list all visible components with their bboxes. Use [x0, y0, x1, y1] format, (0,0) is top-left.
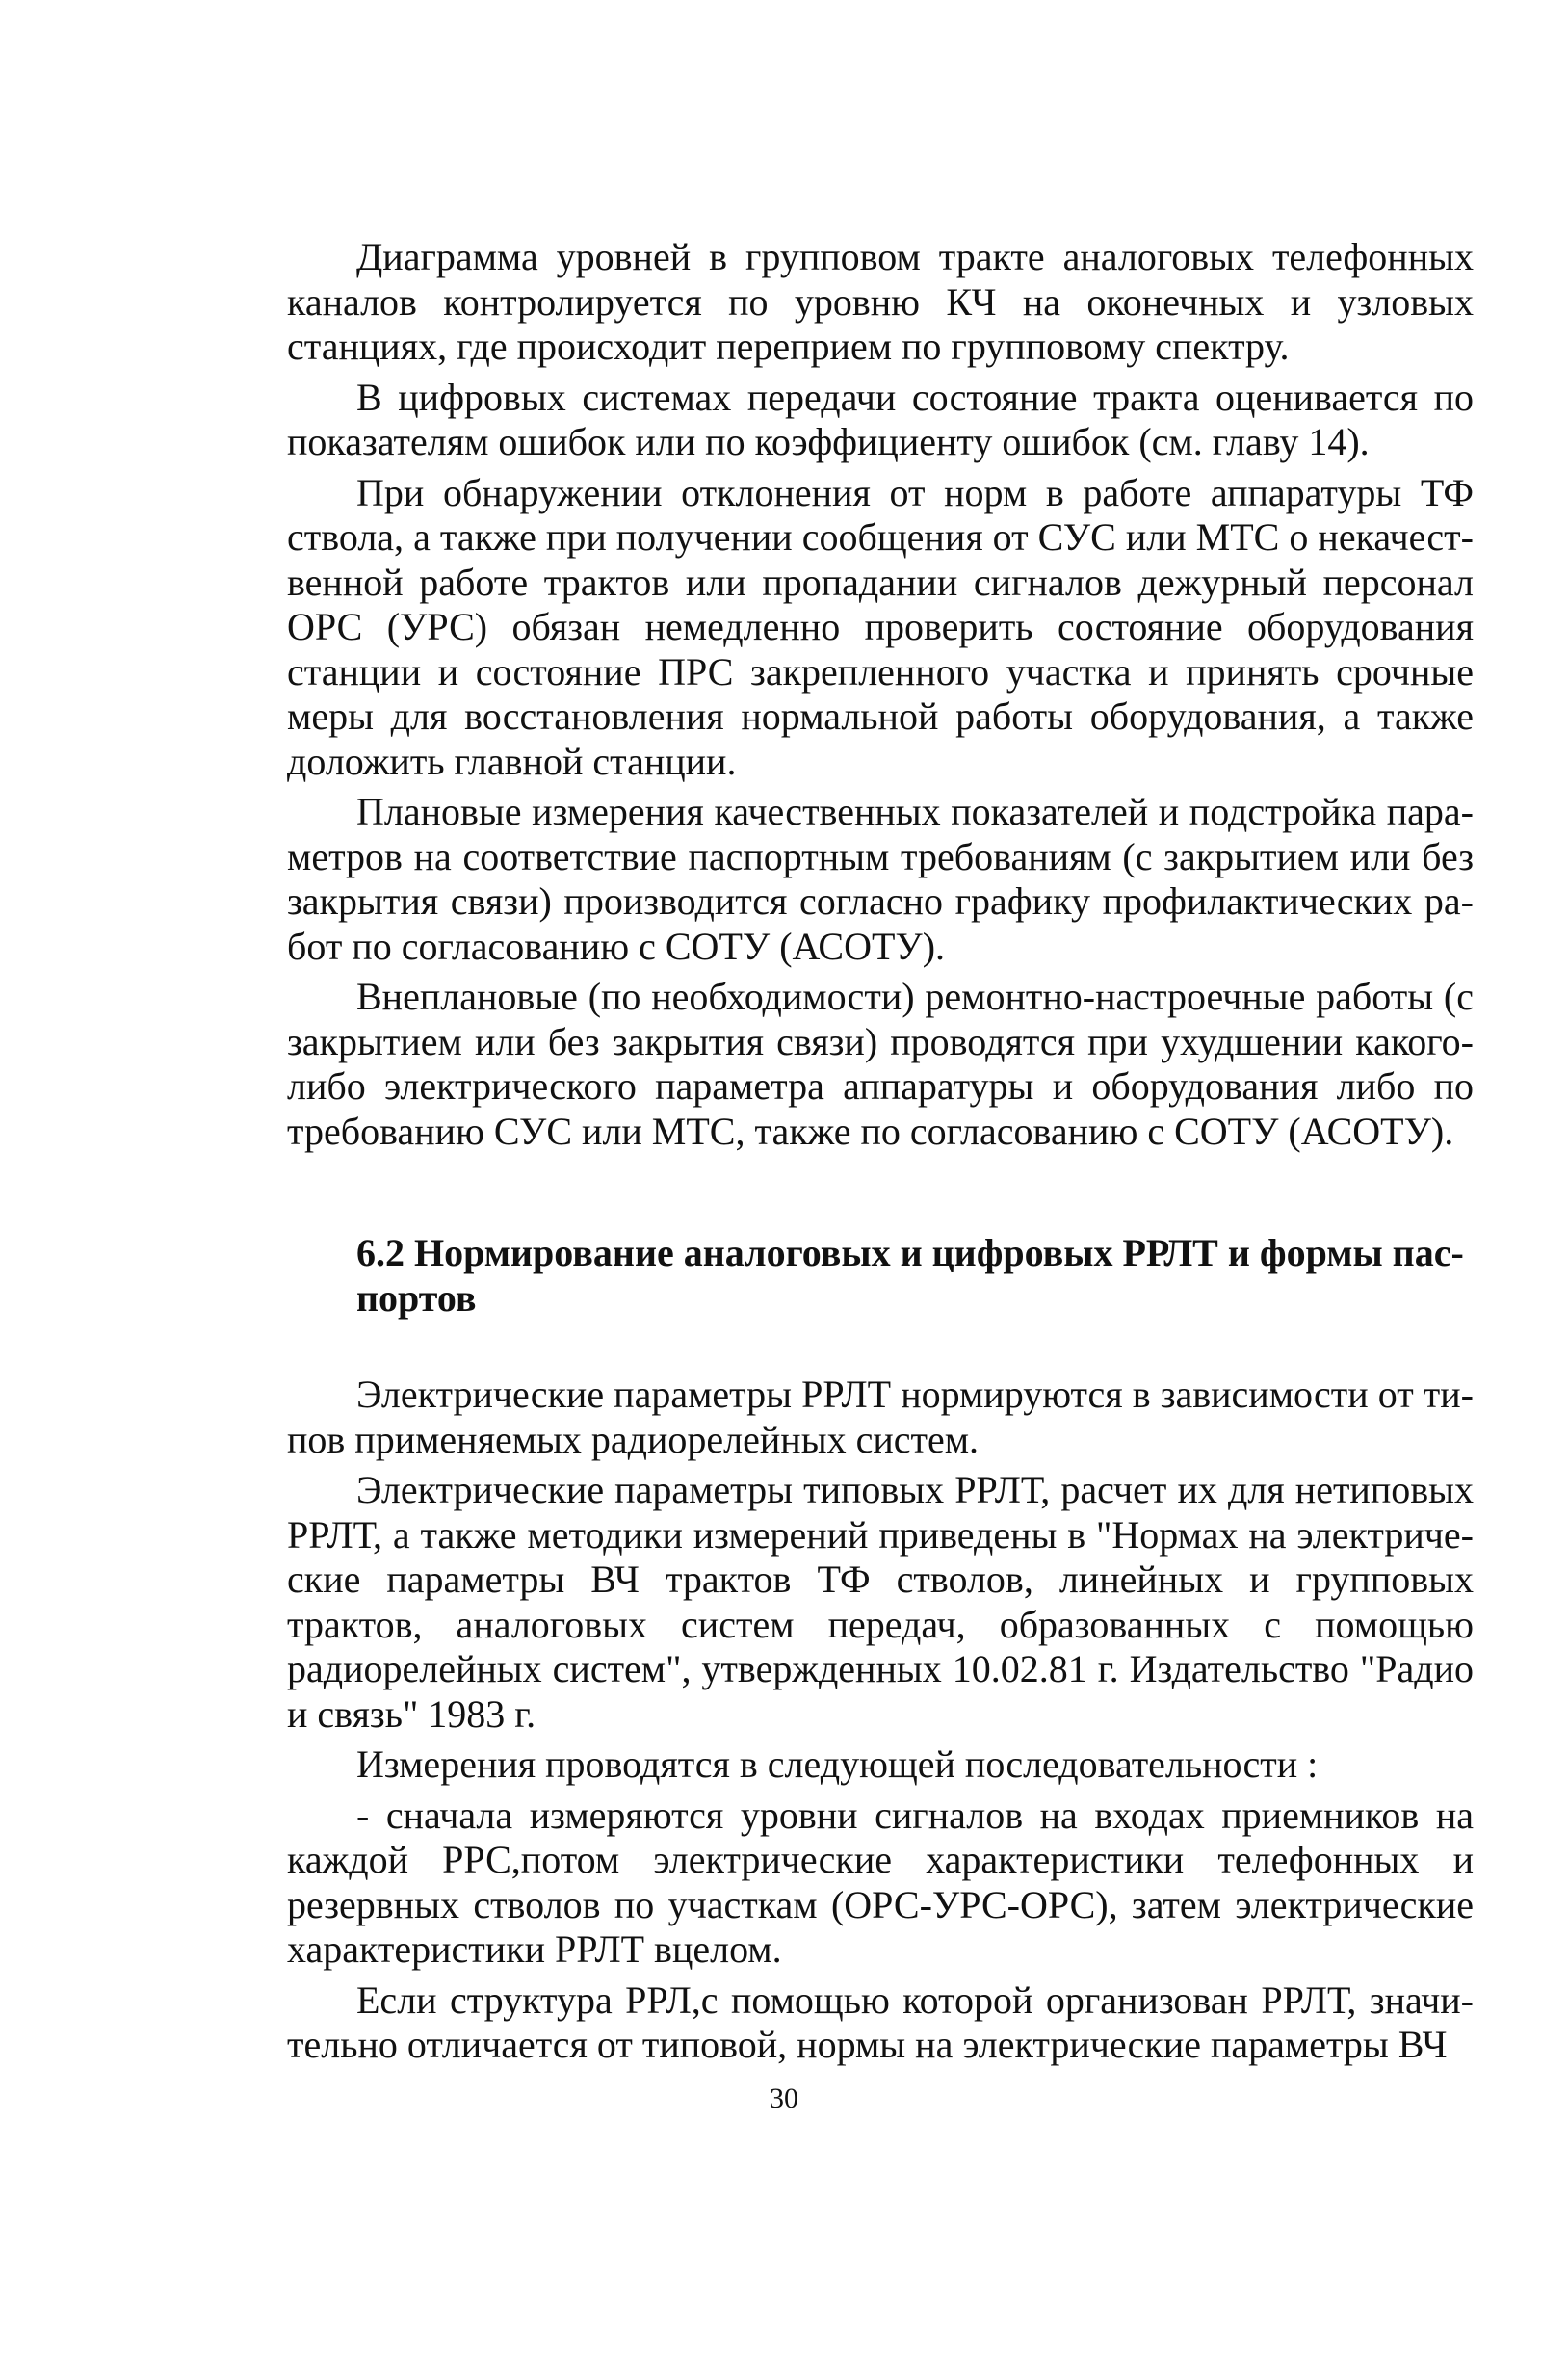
paragraph-sequence-item: - сначала измеряются уровни сигналов на входах приемников на каждой РРС,потом электрические характеристики телефонных и резервных стволов по участкам (ОРС-УРС-ОРС), затем электрические характеристики РРЛТ вцелом. — [287, 1793, 1474, 1971]
paragraph-electrical-parameters: Электрические параметры РРЛТ нормируются в зависимости от типов применяемых радиорелейных систем. — [287, 1373, 1474, 1461]
paragraph-measurement-sequence: Измерения проводятся в следующей последовательности : — [356, 1742, 1319, 1786]
paragraph-typical-parameters: Электрические параметры типовых РРЛТ, расчет их для нетиповых РРЛТ, а также методики измерений приведены в "Нормах на электрические параметры ВЧ трактов ТФ стволов, линейных и групповых трактов, аналоговых систем передач, образованных с помощью радиорелейных систем", утвержденных 10.02.81 г. Издательство "Радио и связь" 1983 г. — [287, 1468, 1474, 1736]
paragraph-structure-difference: Если структура РРЛ,с помощью которой организован РРЛТ, значительно отличается от типовой, нормы на электрические параметры ВЧ — [287, 1977, 1474, 2066]
body-text — [287, 235, 1474, 2068]
page-number: 30 — [770, 2082, 798, 2114]
paragraph-level-diagram: Диаграмма уровней в групповом тракте аналоговых телефонных каналов контролируется по уровню КЧ на оконечных и узловых станциях, где происходит переприем по групповому спектру. — [287, 235, 1474, 368]
paragraph-deviation-detection: При обнаружении отклонения от норм в работе аппаратуры ТФ ствола, а также при получении сообщения от СУС или МТС о некачественной работе трактов или пропадании сигналов дежурный персонал ОРС (УРС) обязан немедленно проверить состояние оборудования станции и состояние ПРС закрепленного участка и принять срочные меры для восстановления нормальной работы оборудования, а также доложить главной станции. — [287, 470, 1474, 783]
paragraph-digital-systems: В цифровых системах передачи состояние тракта оценивается по показателям ошибок или по коэффициенту ошибок (см. главу 14). — [287, 375, 1474, 463]
section-heading: 6.2 Нормирование аналоговых и цифровых РРЛТ и формы паспортов — [356, 1231, 1464, 1320]
paragraph-planned-measurements: Плановые измерения качественных показателей и подстройка параметров на соответствие паспортным требованиям (с закрытием или без закрытия связи) производится согласно графику профилактических работ по согласованию с СОТУ (АСОТУ). — [287, 790, 1474, 968]
paragraph-unplanned-repairs: Внеплановые (по необходимости) ремонтно-настроечные работы (с закрытием или без закрытия связи) проводятся при ухудшении какоголибо электрического параметра аппаратуры и оборудования либо по требованию СУС или МТС, также по согласованию с СОТУ (АСОТУ). — [287, 975, 1474, 1153]
